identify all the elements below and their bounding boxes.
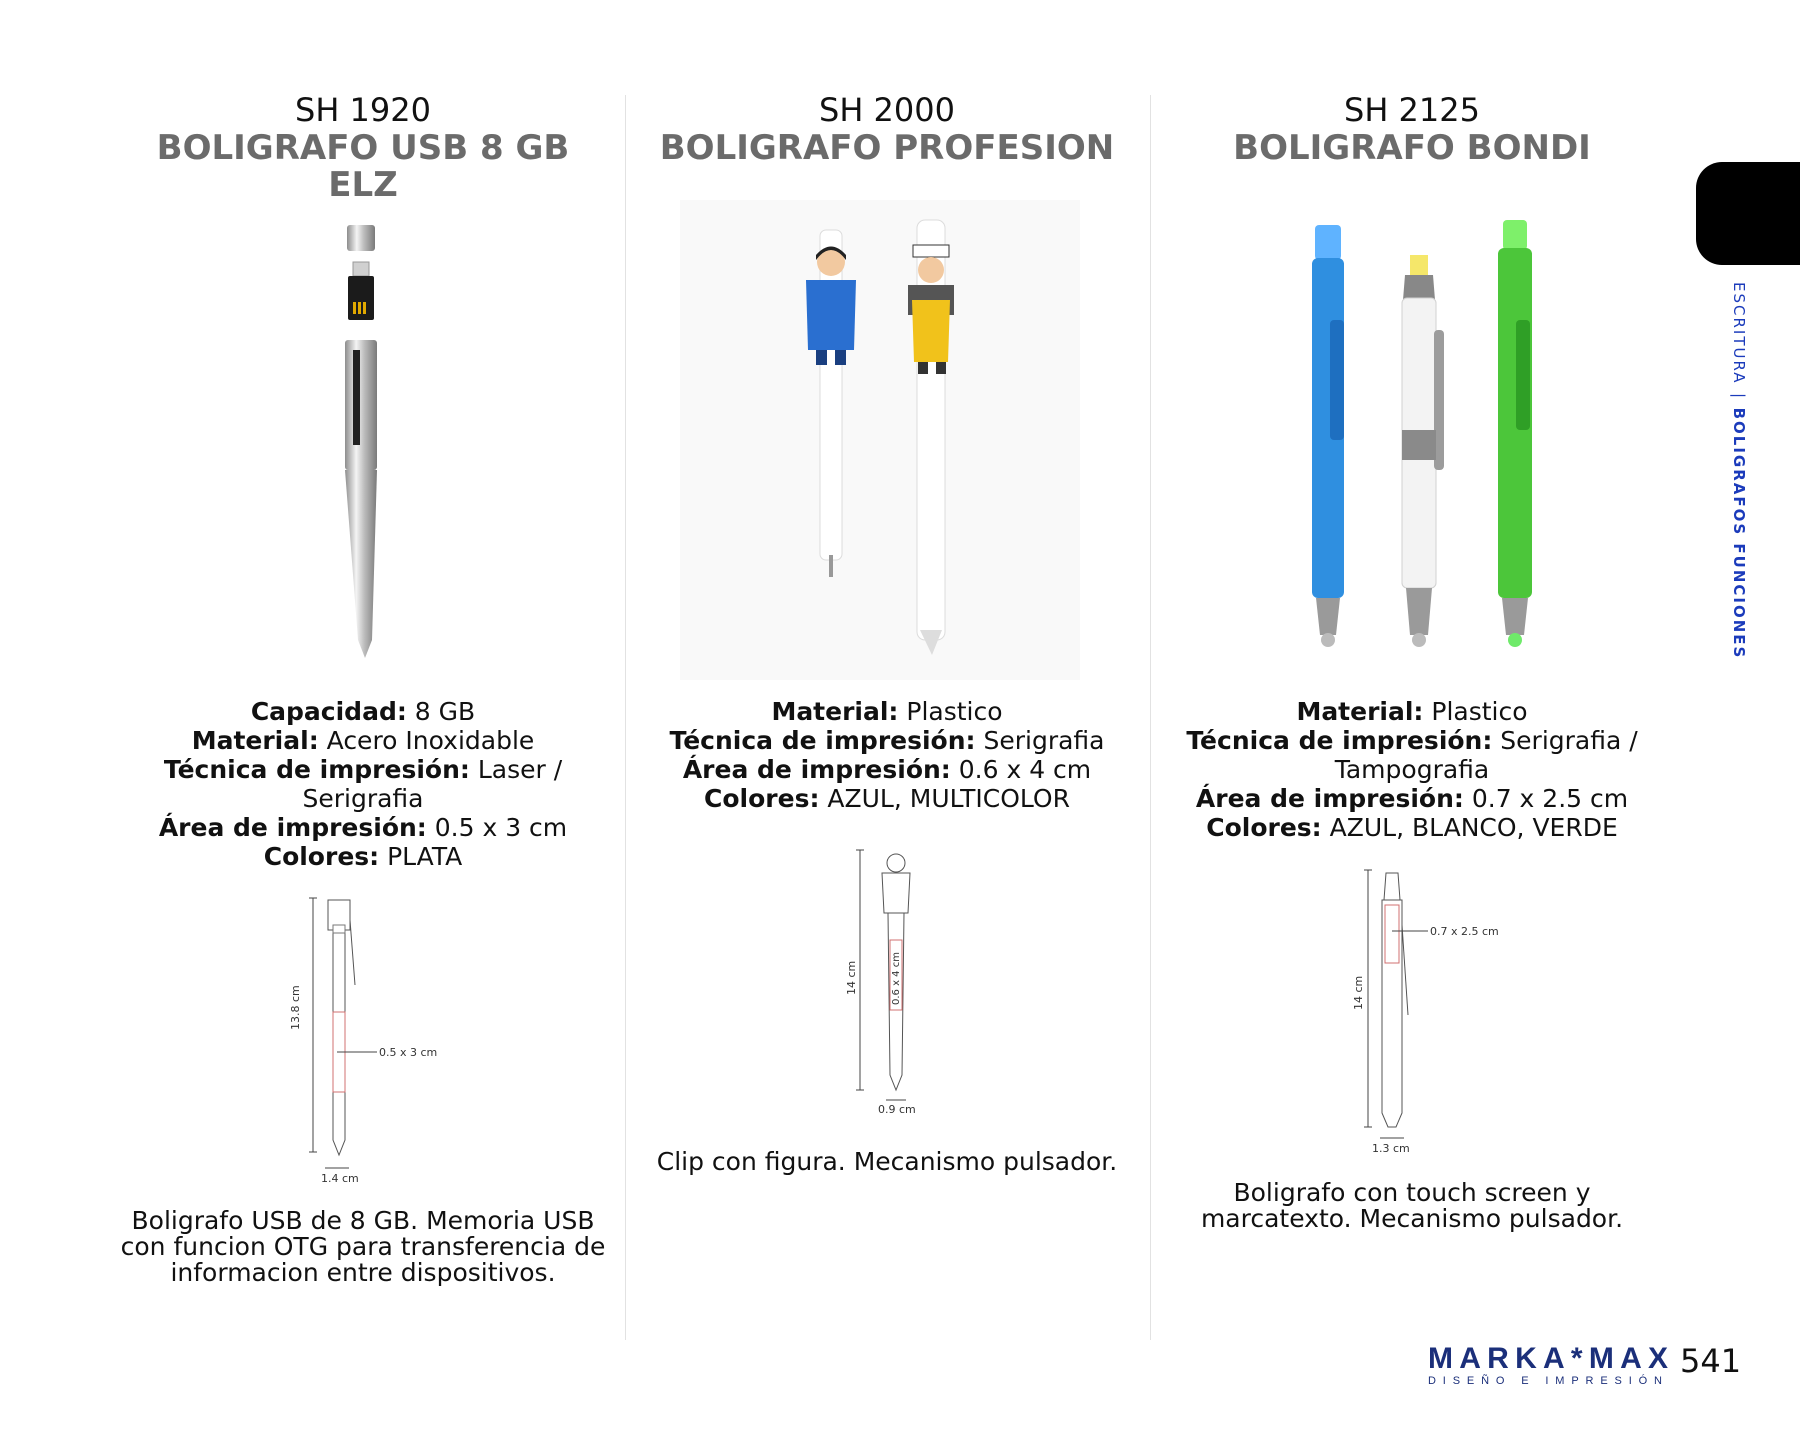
technical-drawing-2 bbox=[840, 845, 960, 1120]
spec-material: Material: Plastico bbox=[1296, 697, 1528, 726]
column-divider-2 bbox=[1150, 95, 1151, 1340]
spec-capacity: Capacidad: 8 GB bbox=[250, 697, 476, 726]
section-tab bbox=[1696, 162, 1800, 265]
product-name: BOLIGRAFO BONDI bbox=[1233, 128, 1591, 168]
spec-print-technique: Técnica de impresión: Serigrafia / Tampografia bbox=[1186, 726, 1638, 784]
page-number: 541 bbox=[1680, 1342, 1742, 1380]
print-area-label: 0.5 x 3 cm bbox=[379, 1046, 438, 1059]
product-code: SH 2000 bbox=[819, 91, 955, 129]
category-label: ESCRITURA bbox=[1730, 282, 1748, 385]
technical-drawing-1 bbox=[285, 890, 455, 1190]
product-name: BOLIGRAFO USB 8 GB ELZ bbox=[156, 128, 570, 205]
product-name: BOLIGRAFO PROFESION bbox=[659, 128, 1115, 168]
width-label: 1.3 cm bbox=[1372, 1142, 1410, 1155]
product-description-3: Boligrafo con touch screen y marcatexto. Mecanismo pulsador. bbox=[1200, 1178, 1624, 1233]
section-label: BOLIGRAFOS FUNCIONES bbox=[1730, 407, 1748, 660]
product-code: SH 1920 bbox=[295, 91, 431, 129]
product-specs-2 bbox=[637, 697, 1137, 813]
spec-print-area: Área de impresión: 0.6 x 4 cm bbox=[682, 755, 1092, 784]
product-description-1: Boligrafo USB de 8 GB. Memoria USB con funcion OTG para transferencia de informacion entre dispositivos. bbox=[120, 1206, 606, 1287]
spec-print-area: Área de impresión: 0.5 x 3 cm bbox=[158, 813, 568, 842]
product-column-1 bbox=[113, 90, 613, 204]
product-description-2: Clip con figura. Mecanismo pulsador. bbox=[656, 1147, 1118, 1176]
spec-material: Material: Plastico bbox=[771, 697, 1003, 726]
width-label: 0.9 cm bbox=[878, 1103, 916, 1116]
height-label: 14 cm bbox=[1352, 975, 1365, 1010]
product-column-2 bbox=[637, 90, 1137, 167]
height-label: 13.8 cm bbox=[289, 985, 302, 1030]
product-image-bondi-pens bbox=[1300, 220, 1560, 660]
spec-material: Material: Acero Inoxidable bbox=[191, 726, 535, 755]
spec-colors: Colores: AZUL, MULTICOLOR bbox=[704, 784, 1070, 813]
product-specs-1 bbox=[113, 697, 613, 871]
section-side-label bbox=[1730, 282, 1748, 659]
product-specs-3 bbox=[1162, 697, 1662, 842]
spec-print-technique: Técnica de impresión: Serigrafia bbox=[669, 726, 1105, 755]
product-column-3 bbox=[1162, 90, 1662, 167]
print-area-label: 0.6 x 4 cm bbox=[891, 952, 902, 1005]
product-image-profession-pens bbox=[680, 200, 1080, 680]
spec-print-area: Área de impresión: 0.7 x 2.5 cm bbox=[1195, 784, 1629, 813]
print-area-label: 0.7 x 2.5 cm bbox=[1430, 925, 1499, 938]
brand-name: MARKA*MAX bbox=[1428, 1342, 1668, 1375]
spec-print-technique: Técnica de impresión: Laser / Serigrafia bbox=[163, 755, 563, 813]
spec-colors: Colores: PLATA bbox=[263, 842, 463, 871]
width-label: 1.4 cm bbox=[321, 1172, 359, 1185]
separator: | bbox=[1730, 392, 1748, 400]
brand-tagline: DISEÑO E IMPRESIÓN bbox=[1428, 1375, 1666, 1387]
product-image-usb-pen bbox=[320, 220, 410, 670]
brand-logo bbox=[1428, 1338, 1668, 1388]
technical-drawing-3 bbox=[1350, 865, 1520, 1160]
column-divider-1 bbox=[625, 95, 626, 1340]
spec-colors: Colores: AZUL, BLANCO, VERDE bbox=[1206, 813, 1618, 842]
product-code: SH 2125 bbox=[1344, 91, 1480, 129]
height-label: 14 cm bbox=[845, 960, 858, 995]
